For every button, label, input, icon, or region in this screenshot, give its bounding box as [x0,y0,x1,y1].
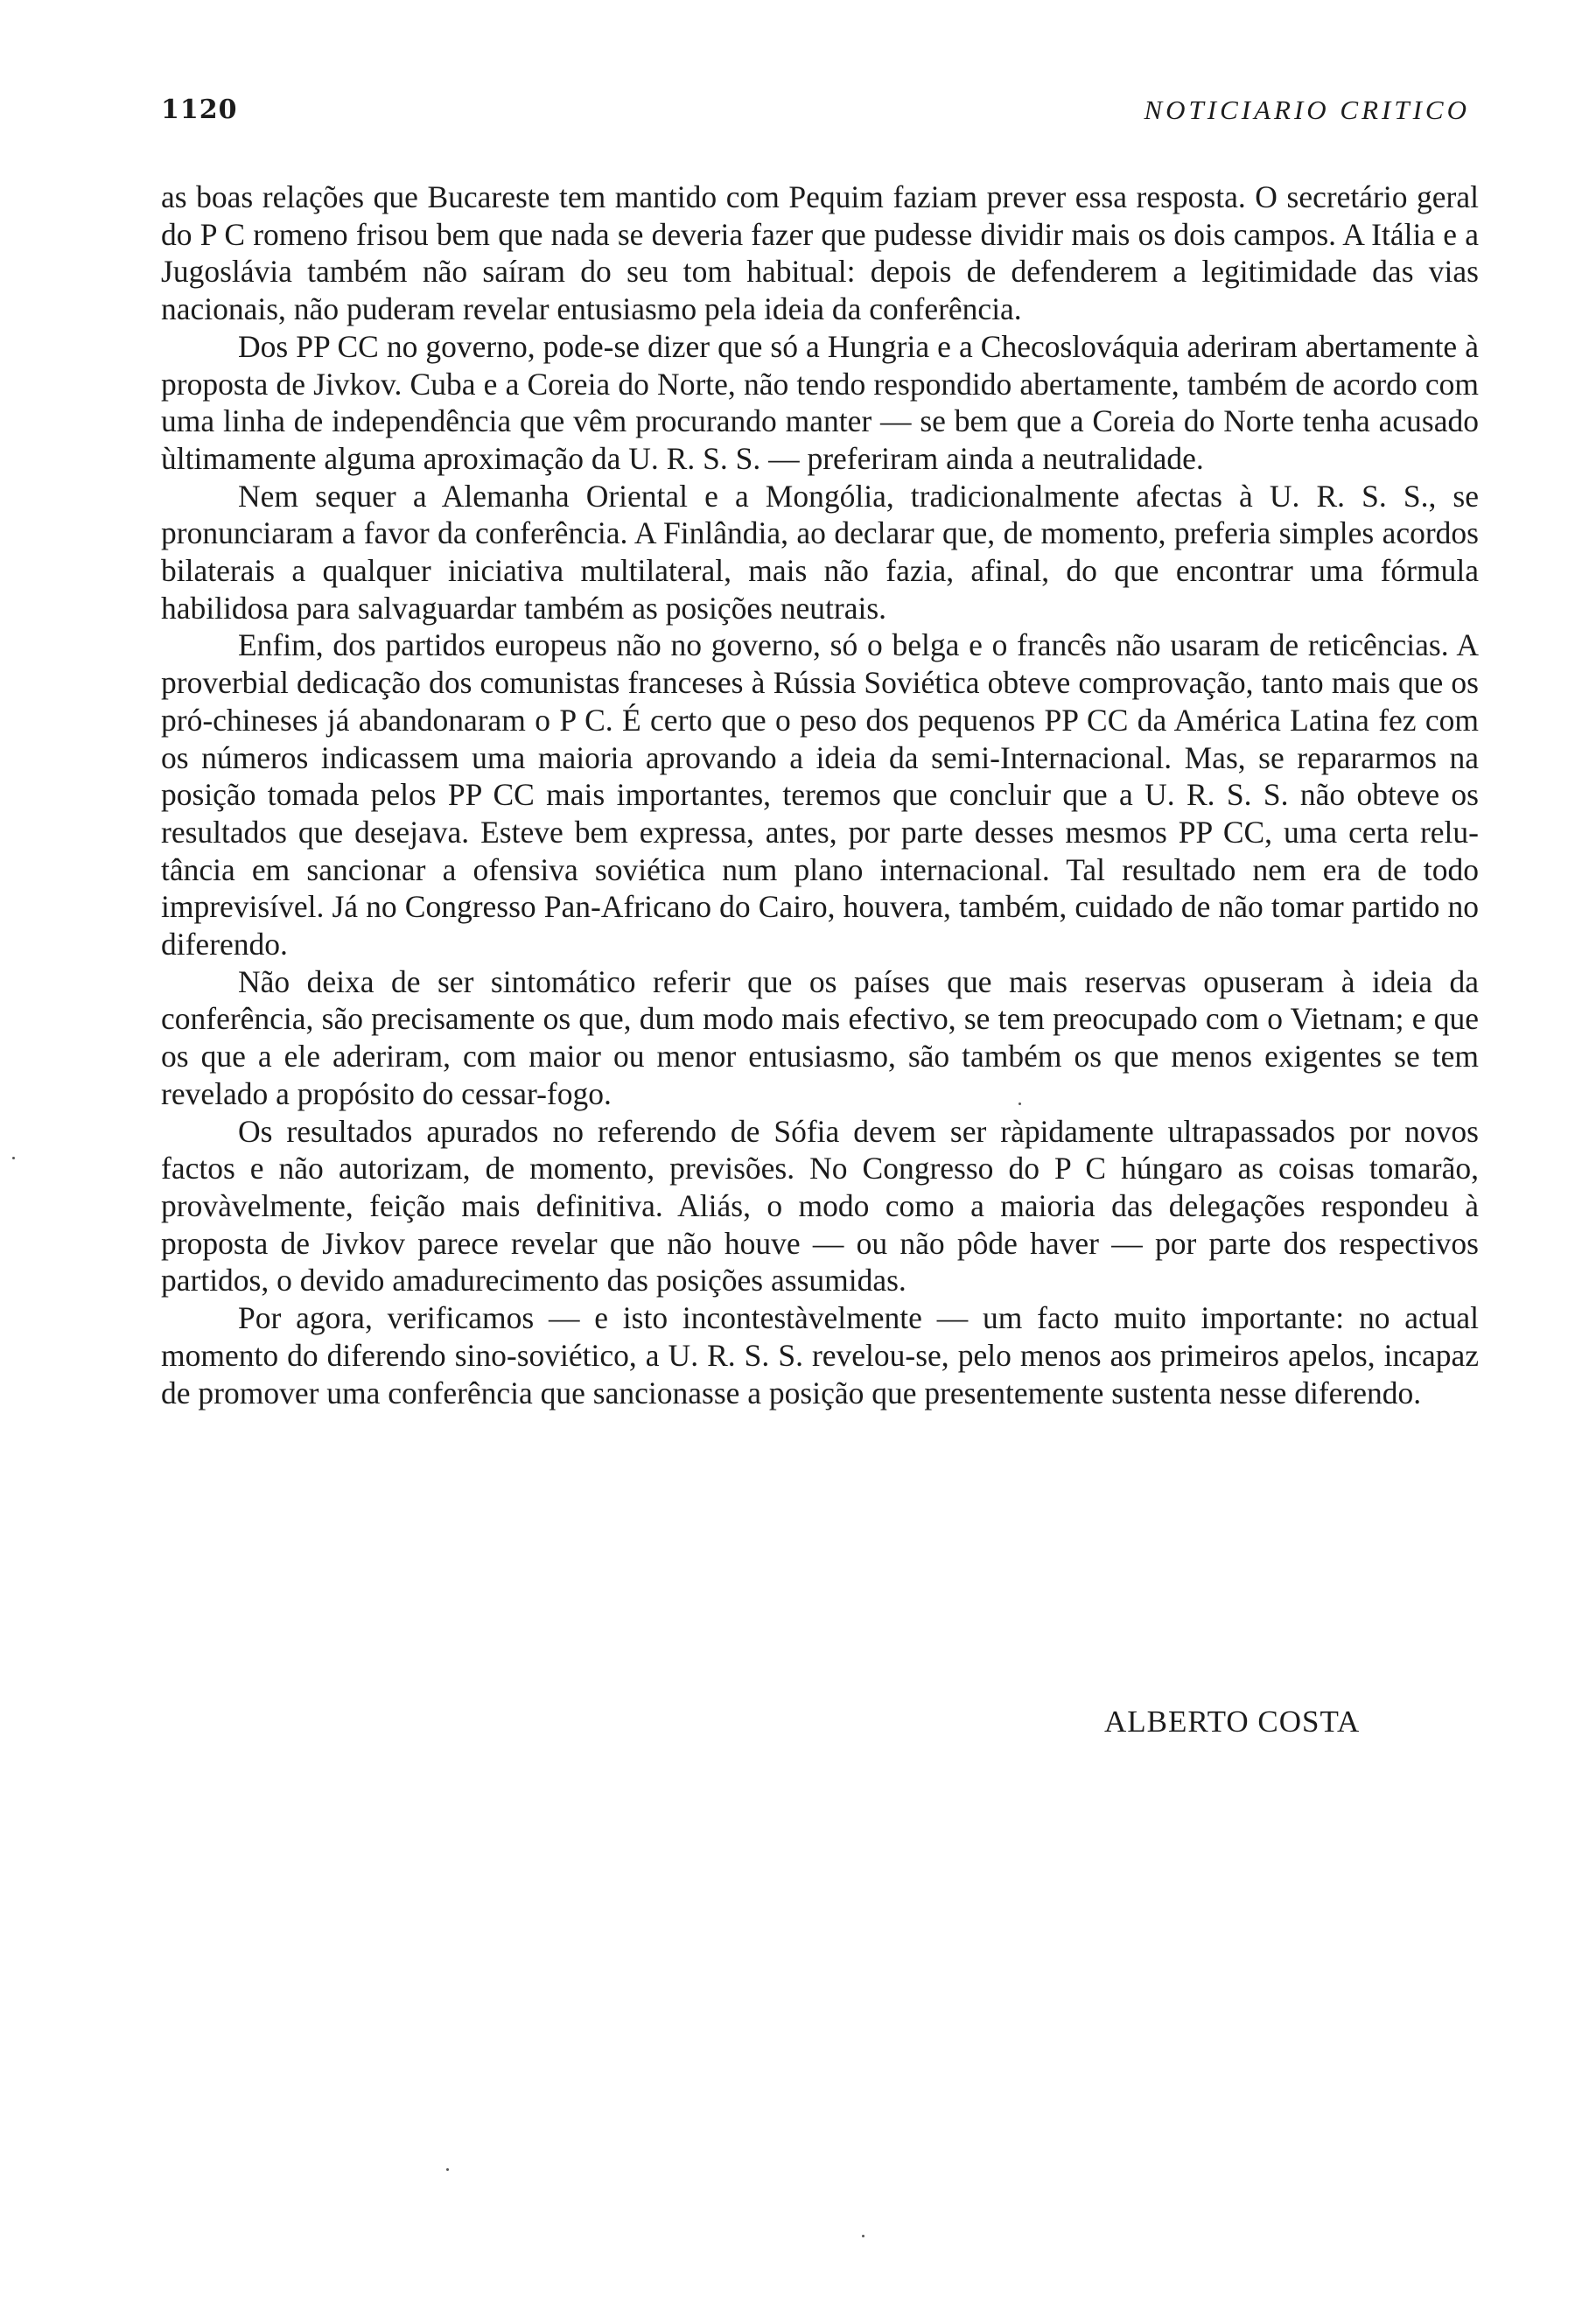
paragraph: Por agora, verificamos — e isto incontestàvelmente — um facto muito importante: no actual momento do diferendo sino-soviético, a U. R. S. S. revelou-se, pelo menos aos primeiros apelos, incapaz de promover uma conferência que sancionasse a posição que presentemente sustenta nesse diferendo. [161,1300,1479,1410]
scan-speck [1018,1102,1021,1105]
paragraph: as boas relações que Bucareste tem mantido com Pequim faziam prever essa resposta. O secretário geral do P C romeno frisou bem que nada se deveria fazer que pudesse dividir mais os dois campos. A Itália e a Jugoslávia também não saíram do seu tom habitual: depois de defenderem a legitimidade das vias nacionais, não puderam revelar entusiasmo pela ideia da conferência. [161,179,1479,327]
scan-speck [12,1157,15,1159]
running-head: NOTICIARIO CRITICO [1144,94,1470,125]
article-body [161,178,1479,1411]
scan-speck [862,2235,864,2237]
scan-speck [446,2168,449,2171]
paragraph: Dos PP CC no governo, pode-se dizer que só a Hungria e a Checoslováquia aderiram abertamente à proposta de Jivkov. Cuba e a Coreia do Norte, não tendo respondido abertamente, também de acordo com uma linha de independência que vêm procurando manter — se bem que a Coreia do Norte tenha acusado ùltimamente alguma aproximação da U. R. S. S. — preferiram ainda a neutralidade. [161,328,1479,476]
author-signature: ALBERTO COSTA [1104,1704,1361,1739]
page-number: 1120 [161,94,238,125]
page-header [161,94,1470,138]
paragraph: Nem sequer a Alemanha Oriental e a Mongólia, tradicionalmente afectas à U. R. S. S., se pronunciaram a favor da conferência. A Finlândia, ao declarar que, de momento, preferia simples acordos bilaterais a qualquer iniciativa multilateral, mais não fazia, afinal, do que encontrar uma fórmula habilidosa para salvaguardar também as posições neutrais. [161,478,1479,626]
paragraph: Enfim, dos partidos europeus não no governo, só o belga e o francês não usaram de reticências. A proverbial dedicação dos comunistas franceses à Rússia Soviética obteve comprovação, tanto mais que os pró-chineses já abandonaram o P C. É certo que o peso dos pequenos PP CC da América Latina fez com os números indicassem uma maioria aprovando a ideia da semi-Internacional. Mas, se repararmos na posição tomada pelos PP CC mais importantes, teremos que concluir que a U. R. S. S. não obteve os resultados que desejava. Esteve bem expressa, antes, por parte desses mesmos PP CC, uma certa relutância em sancionar a ofensiva soviética num plano internacional. Tal resultado nem era de todo imprevisível. Já no Congresso Pan-Africano do Cairo, houvera, também, cuidado de não tomar partido no diferendo. [161,627,1479,962]
paragraph: Não deixa de ser sintomático referir que os países que mais reservas opuseram à ideia da conferência, são precisamente os que, dum modo mais efectivo, se tem preocupado com o Vietnam; e que os que a ele aderiram, com maior ou menor entusiasmo, são também os que menos exigentes se tem revelado a propósito do cessar-fogo. [161,963,1479,1111]
paragraph: Os resultados apurados no referendo de Sófia devem ser ràpidamente ultrapassados por novos factos e não autorizam, de momento, previsões. No Congresso do P C húngaro as coisas tomarão, provàvelmente, feição mais definitiva. Aliás, o modo como a maioria das delegações respondeu à proposta de Jivkov parece revelar que não houve — ou não pôde haver — por parte dos respectivos partidos, o devido amadurecimento das posições assumidas. [161,1113,1479,1298]
